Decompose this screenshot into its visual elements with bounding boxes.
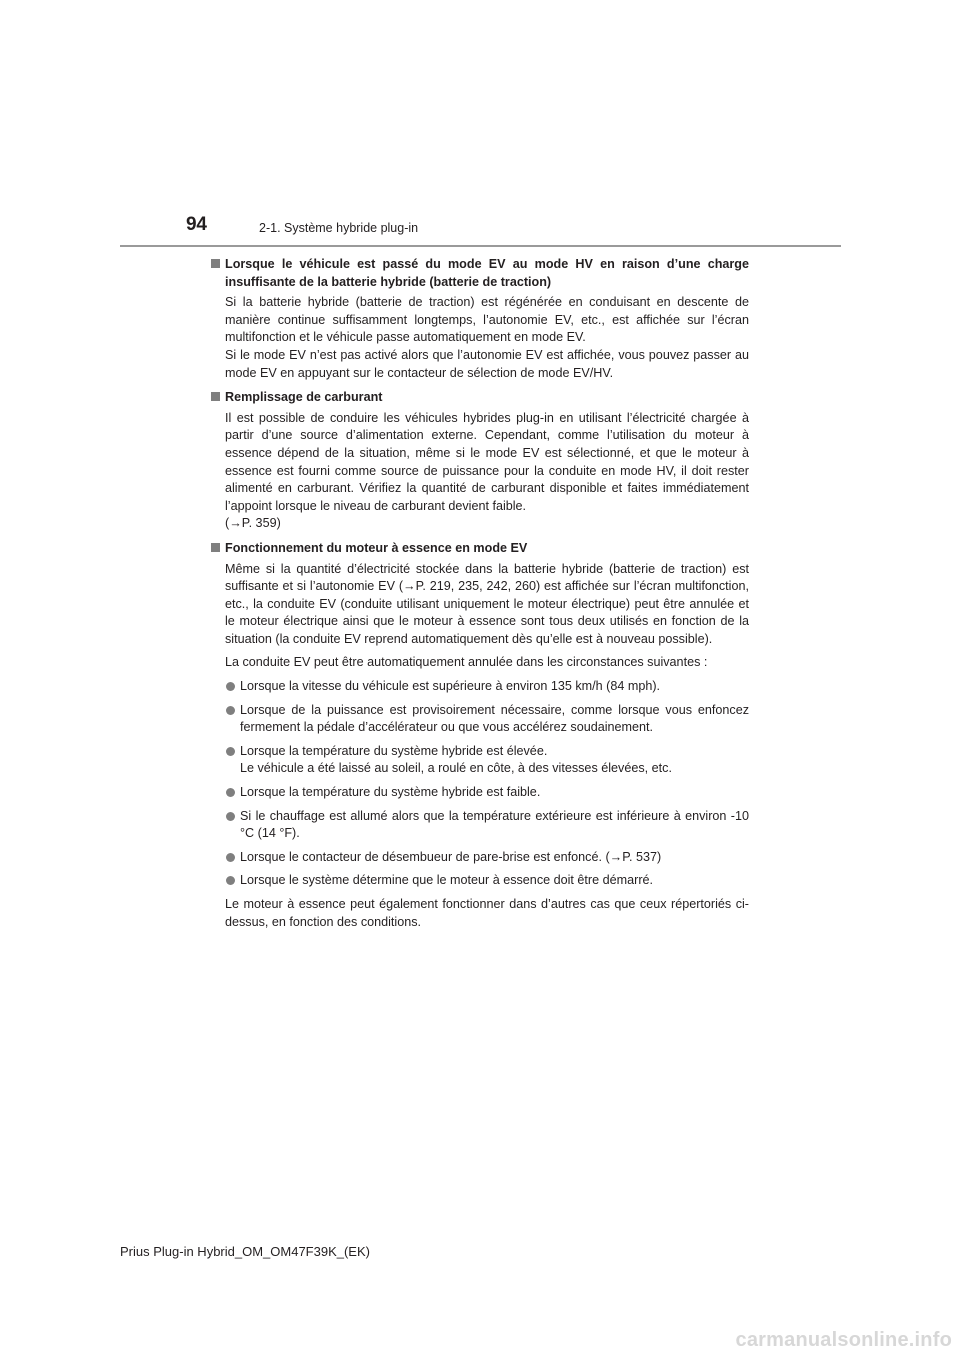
content [209,256,749,938]
round-bullet-icon [226,812,235,821]
footer-document-id: Prius Plug-in Hybrid_OM_OM47F39K_(EK) [120,1244,370,1259]
page-number: 94 [186,214,207,235]
section-heading [209,256,749,291]
paragraph: La conduite EV peut être automatiquement annulée dans les circonstances suivantes : [225,655,708,670]
list-item [209,808,749,843]
section-heading-text: Remplissage de carburant [225,390,383,405]
list-item-text: Si le chauffage est allumé alors que la température extérieure est inférieure à environ -10 °C (14 °F). [240,808,749,841]
list-item [209,702,749,737]
header-rule [120,245,841,247]
square-bullet-icon [211,543,220,552]
list-item-text: Lorsque le contacteur de désembueur de pare-brise est enfoncé. (→P. 537) [240,849,662,864]
round-bullet-icon [226,706,235,715]
round-bullet-icon [226,682,235,691]
list-item-text: Lorsque le système détermine que le moteur à essence doit être démarré. [240,873,654,888]
list-item [209,849,749,867]
section-engine-ev-mode [209,540,749,931]
section-heading [209,540,749,558]
list-item [209,743,749,778]
paragraph [209,410,749,533]
list-item [209,784,749,802]
list-item-text: Lorsque la température du système hybride est élevée. [240,743,548,758]
round-bullet-icon [226,876,235,885]
round-bullet-icon [226,788,235,797]
list-item-text: Le véhicule a été laissé au soleil, a roulé en côte, à des vitesses élevées, etc. [240,761,672,776]
list-item-text: Lorsque la vitesse du véhicule est supérieure à environ 135 km/h (84 mph). [240,679,661,694]
list-item [209,872,749,890]
section-ev-to-hv [209,256,749,382]
paragraph [209,294,749,382]
paragraph-line: Si le mode EV n’est pas activé alors que l’autonomie EV est affichée, vous pouvez passer au mode EV en appuyant sur le contacteur de sélection de mode EV/HV. [225,347,749,380]
paragraph-line: Si la batterie hybride (batterie de traction) est régénérée en conduisant en descente de manière continue suffisamment longtemps, l’autonomie EV, etc., est affichée sur l’écran multifonction et le véhicule passe automatiquement en mode EV. [225,295,749,345]
square-bullet-icon [211,259,220,268]
round-bullet-icon [226,853,235,862]
section-title: 2-1. Système hybride plug-in [259,221,419,235]
watermark: carmanualsonline.info [735,1329,952,1351]
paragraph-line: Il est possible de conduire les véhicules hybrides plug-in en utilisant l’électricité chargée à partir d’une source d’alimentation externe. Cependant, comme l’utilisation du moteur à essence dépend de la situation, même si le mode EV est sélectionné, et que le moteur à essence est fourni comme source de puissance pour la conduite en mode HV, il doit rester alimenté en carburant. Vérifiez la quantité de carburant disponible et faites immédiatement l’appoint lorsque le niveau de carburant devient faible. [225,410,749,513]
list-item [209,678,749,696]
list-item-text: Lorsque de la puissance est provisoirement nécessaire, comme lorsque vous enfoncez fermement la pédale d’accélérateur ou que vous accélérez soudainement. [240,702,749,735]
section-heading-text: Lorsque le véhicule est passé du mode EV au mode HV en raison d’une charge insuffisante de la batterie hybride (batterie de traction) [225,257,749,289]
square-bullet-icon [211,392,220,401]
list-item-text: Lorsque la température du système hybride est faible. [240,785,541,800]
section-heading [209,389,749,407]
section-heading-text: Fonctionnement du moteur à essence en mode EV [225,540,528,555]
section-fuel [209,389,749,533]
round-bullet-icon [226,747,235,756]
paragraph: Même si la quantité d’électricité stockée dans la batterie hybride (batterie de traction) est suffisante et si l’autonomie EV (→P. 219, 235, 242, 260) est affichée sur l’écran multifonction, etc., la conduite EV (conduite utilisant uniquement le moteur électrique) peut être annulée et le moteur électrique ainsi que le moteur à essence sont tous deux utilisés en fonction de la situation (la conduite EV reprend automatiquement dès qu’elle est à nouveau possible). [225,561,749,646]
page-reference-link[interactable]: (→P. 359) [225,516,281,531]
closing-paragraph: Le moteur à essence peut également fonctionner dans d’autres cas que ceux répertoriés ci-dessus, en fonction des conditions. [225,897,749,929]
